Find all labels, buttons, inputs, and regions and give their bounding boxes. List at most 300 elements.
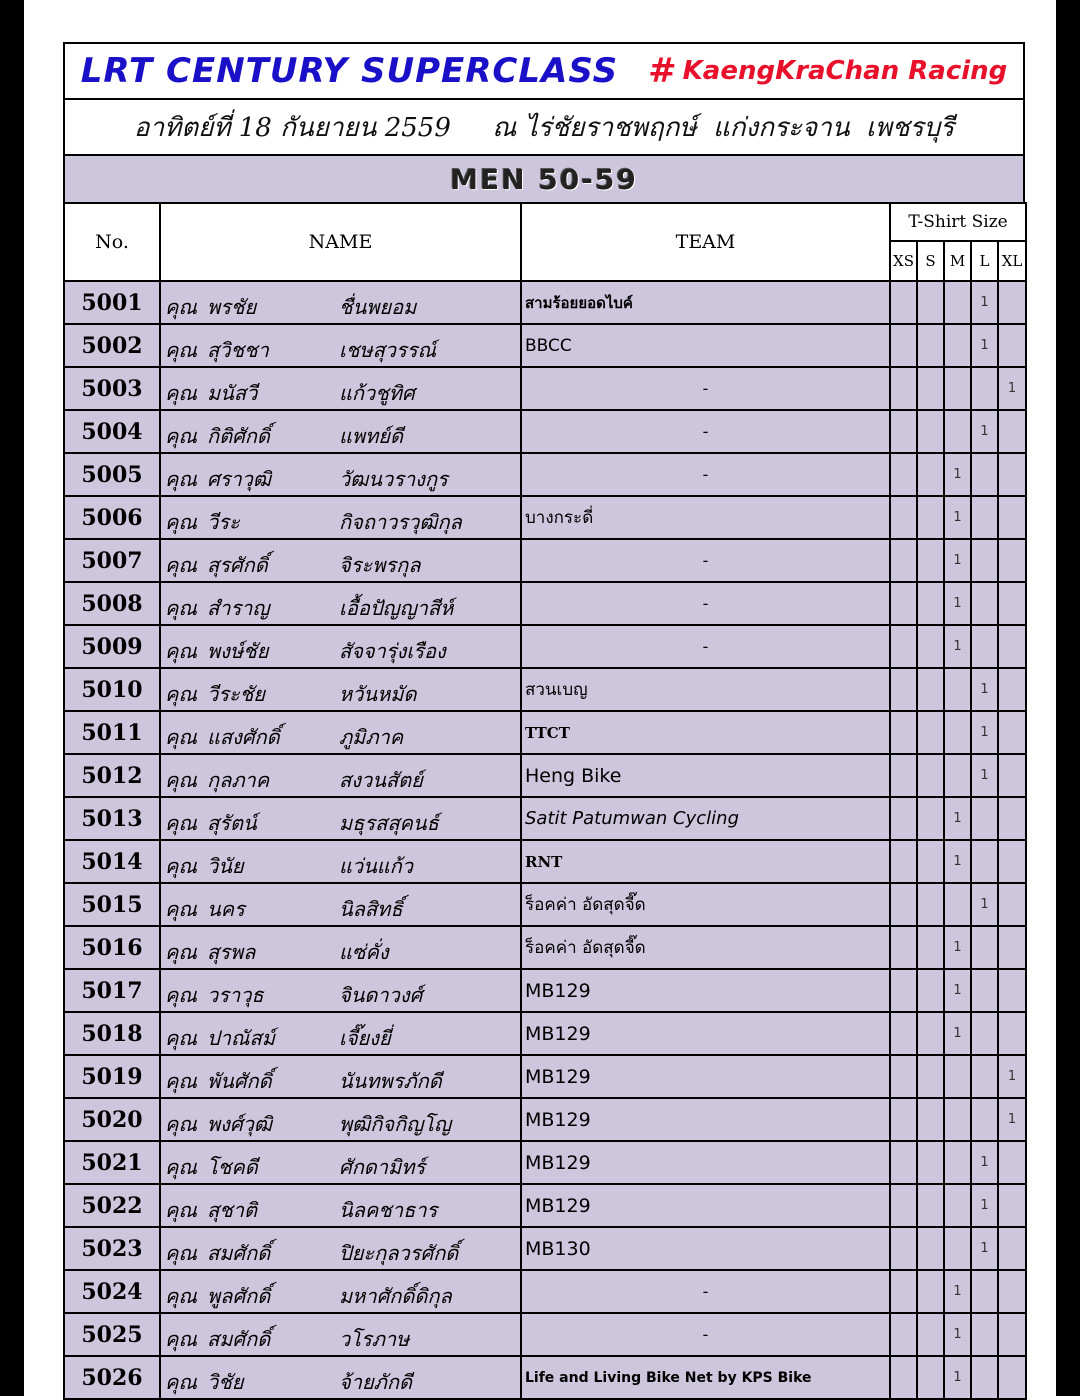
participant-name xyxy=(160,539,521,582)
name-prefix: คุณ xyxy=(165,682,197,706)
table-row xyxy=(64,668,1026,711)
size-cell-m xyxy=(944,883,971,926)
participant-number: 5012 xyxy=(64,754,160,797)
category-title: MEN 50-59 xyxy=(450,162,638,196)
size-cell-s xyxy=(917,453,944,496)
name-prefix: คุณ xyxy=(165,1327,197,1351)
first-name: วีระชัย xyxy=(207,682,266,706)
participant-name xyxy=(160,1270,521,1313)
size-cell-xs xyxy=(890,1141,917,1184)
table-row xyxy=(64,453,1026,496)
participant-rows xyxy=(64,281,1026,1399)
size-cell-s xyxy=(917,969,944,1012)
name-prefix: คุณ xyxy=(165,1284,197,1308)
size-cell-l xyxy=(971,1356,998,1399)
size-cell-m xyxy=(944,1184,971,1227)
size-cell-s xyxy=(917,496,944,539)
size-cell-l xyxy=(971,1055,998,1098)
first-name: พงศ์วุฒิ xyxy=(207,1112,272,1136)
size-cell-s xyxy=(917,1012,944,1055)
participant-name xyxy=(160,1313,521,1356)
size-cell-m: 1 xyxy=(944,1356,971,1399)
size-cell-xs xyxy=(890,1098,917,1141)
participant-team: Heng Bike xyxy=(521,754,890,797)
participant-team: MB129 xyxy=(521,1184,890,1227)
name-prefix: คุณ xyxy=(165,596,197,620)
size-cell-s xyxy=(917,668,944,711)
last-name: ภูมิภาค xyxy=(339,725,404,749)
size-cell-m xyxy=(944,711,971,754)
table-row xyxy=(64,582,1026,625)
name-prefix: คุณ xyxy=(165,725,197,749)
participant-name xyxy=(160,840,521,883)
participant-name xyxy=(160,1055,521,1098)
size-cell-xs xyxy=(890,1227,917,1270)
first-name: สุรพล xyxy=(207,940,256,964)
size-cell-xl xyxy=(998,926,1026,969)
col-header-no: No. xyxy=(64,203,160,281)
last-name: แก้วชูทิศ xyxy=(339,381,415,405)
name-prefix: คุณ xyxy=(165,510,197,534)
last-name: แว่นแก้ว xyxy=(339,854,414,878)
table-row xyxy=(64,281,1026,324)
size-cell-xs xyxy=(890,797,917,840)
first-name: โชคดี xyxy=(207,1155,258,1179)
participant-team: - xyxy=(521,367,890,410)
size-cell-s xyxy=(917,1141,944,1184)
size-cell-xs xyxy=(890,926,917,969)
size-cell-xl xyxy=(998,883,1026,926)
title-row xyxy=(63,42,1025,98)
last-name: ศักดามิทร์ xyxy=(339,1155,426,1179)
first-name: สุรัตน์ xyxy=(207,811,257,835)
size-cell-xs xyxy=(890,1055,917,1098)
size-cell-xl xyxy=(998,1012,1026,1055)
size-cell-xl xyxy=(998,1356,1026,1399)
name-prefix: คุณ xyxy=(165,467,197,491)
last-name: สัจจารุ่งเรือง xyxy=(339,639,446,663)
table-row xyxy=(64,1270,1026,1313)
participant-name xyxy=(160,883,521,926)
last-name: สงวนสัตย์ xyxy=(339,768,423,792)
name-prefix: คุณ xyxy=(165,811,197,835)
size-cell-s xyxy=(917,1270,944,1313)
size-cell-m xyxy=(944,668,971,711)
size-cell-xl xyxy=(998,1270,1026,1313)
size-cell-s xyxy=(917,711,944,754)
participant-number: 5008 xyxy=(64,582,160,625)
category-row xyxy=(63,154,1025,202)
last-name: เชษสุวรรณ์ xyxy=(339,338,437,362)
size-cell-s xyxy=(917,840,944,883)
size-cell-m xyxy=(944,1055,971,1098)
size-cell-xl xyxy=(998,754,1026,797)
col-header-tshirt-size: T-Shirt Size xyxy=(890,203,1026,241)
participant-number: 5009 xyxy=(64,625,160,668)
participant-team: บางกระดี่ xyxy=(521,496,890,539)
table-row xyxy=(64,1227,1026,1270)
size-cell-l: 1 xyxy=(971,883,998,926)
first-name: พงษ์ชัย xyxy=(207,639,269,663)
size-cell-xs xyxy=(890,840,917,883)
last-name: มธุรสสุคนธ์ xyxy=(339,811,439,835)
size-cell-xs xyxy=(890,281,917,324)
participant-team: RNT xyxy=(521,840,890,883)
participant-team: MB129 xyxy=(521,1055,890,1098)
table-row xyxy=(64,711,1026,754)
size-cell-s xyxy=(917,1055,944,1098)
size-cell-s xyxy=(917,625,944,668)
participant-team: - xyxy=(521,410,890,453)
size-cell-l xyxy=(971,453,998,496)
size-cell-xs xyxy=(890,711,917,754)
size-cell-m xyxy=(944,367,971,410)
first-name: สุวิชชา xyxy=(207,338,269,362)
participant-name xyxy=(160,668,521,711)
first-name: สุรศักดิ์ xyxy=(207,553,268,577)
name-prefix: คุณ xyxy=(165,295,197,319)
participant-number: 5020 xyxy=(64,1098,160,1141)
size-cell-m: 1 xyxy=(944,797,971,840)
size-cell-xs xyxy=(890,1012,917,1055)
table-row xyxy=(64,625,1026,668)
name-prefix: คุณ xyxy=(165,1069,197,1093)
table-row xyxy=(64,410,1026,453)
first-name: มนัสวี xyxy=(207,381,258,405)
participant-team: - xyxy=(521,582,890,625)
participant-team: - xyxy=(521,453,890,496)
table-row xyxy=(64,1012,1026,1055)
size-cell-xs xyxy=(890,324,917,367)
last-name: เจี๊ยงยี่ xyxy=(339,1026,391,1050)
participant-number: 5002 xyxy=(64,324,160,367)
event-title: LRT CENTURY SUPERCLASS xyxy=(80,51,619,91)
table-row xyxy=(64,883,1026,926)
participant-number: 5019 xyxy=(64,1055,160,1098)
col-header-size-s: S xyxy=(917,241,944,281)
participant-number: 5006 xyxy=(64,496,160,539)
col-header-name: NAME xyxy=(160,203,521,281)
table-row xyxy=(64,754,1026,797)
participant-number: 5023 xyxy=(64,1227,160,1270)
table-row xyxy=(64,1313,1026,1356)
participant-number: 5005 xyxy=(64,453,160,496)
size-cell-xl xyxy=(998,281,1026,324)
last-name: หวันหมัด xyxy=(339,682,417,706)
registration-sheet xyxy=(63,42,1025,1400)
participant-number: 5010 xyxy=(64,668,160,711)
name-prefix: คุณ xyxy=(165,1155,197,1179)
size-cell-xs xyxy=(890,539,917,582)
table-row xyxy=(64,1055,1026,1098)
size-cell-l: 1 xyxy=(971,410,998,453)
participant-name xyxy=(160,969,521,1012)
name-prefix: คุณ xyxy=(165,381,197,405)
name-prefix: คุณ xyxy=(165,1198,197,1222)
name-prefix: คุณ xyxy=(165,338,197,362)
first-name: พรชัย xyxy=(207,295,257,319)
size-cell-xs xyxy=(890,1270,917,1313)
name-prefix: คุณ xyxy=(165,1026,197,1050)
participant-name xyxy=(160,453,521,496)
size-cell-s xyxy=(917,539,944,582)
col-header-size-xl: XL xyxy=(998,241,1026,281)
first-name: พูลศักดิ์ xyxy=(207,1284,271,1308)
first-name: กุลภาค xyxy=(207,768,270,792)
col-header-team: TEAM xyxy=(521,203,890,281)
size-cell-s xyxy=(917,1184,944,1227)
col-header-size-m: M xyxy=(944,241,971,281)
participant-number: 5014 xyxy=(64,840,160,883)
first-name: สุชาติ xyxy=(207,1198,257,1222)
size-cell-l xyxy=(971,926,998,969)
name-prefix: คุณ xyxy=(165,553,197,577)
last-name: จ้ายภักดี xyxy=(339,1370,412,1394)
participant-name xyxy=(160,926,521,969)
size-cell-l: 1 xyxy=(971,324,998,367)
col-header-size-xs: XS xyxy=(890,241,917,281)
participant-team: Life and Living Bike Net by KPS Bike xyxy=(521,1356,890,1399)
last-name: พุฒิกิจกิญโญ xyxy=(339,1112,452,1136)
participant-number: 5017 xyxy=(64,969,160,1012)
first-name: วีระ xyxy=(207,510,240,534)
col-header-size-l: L xyxy=(971,241,998,281)
table-row xyxy=(64,496,1026,539)
size-cell-m: 1 xyxy=(944,926,971,969)
first-name: แสงศักดิ์ xyxy=(207,725,280,749)
participant-name xyxy=(160,797,521,840)
last-name: วัฒนวรางกูร xyxy=(339,467,448,491)
size-cell-xs xyxy=(890,410,917,453)
size-cell-xl xyxy=(998,668,1026,711)
first-name: สมศักดิ์ xyxy=(207,1327,271,1351)
participant-number: 5004 xyxy=(64,410,160,453)
size-cell-xl xyxy=(998,410,1026,453)
size-cell-l xyxy=(971,797,998,840)
table-row xyxy=(64,367,1026,410)
size-cell-l: 1 xyxy=(971,1227,998,1270)
participant-number: 5011 xyxy=(64,711,160,754)
size-cell-s xyxy=(917,1098,944,1141)
size-cell-l xyxy=(971,1098,998,1141)
participant-table xyxy=(63,202,1027,1400)
size-cell-xl xyxy=(998,453,1026,496)
size-cell-s xyxy=(917,926,944,969)
last-name: วโรภาษ xyxy=(339,1327,410,1351)
size-cell-s xyxy=(917,797,944,840)
left-border-bar xyxy=(0,0,24,1396)
name-prefix: คุณ xyxy=(165,940,197,964)
size-cell-l xyxy=(971,539,998,582)
participant-name xyxy=(160,281,521,324)
last-name: เอื้อปัญญาสีห์ xyxy=(339,596,454,620)
size-cell-xl xyxy=(998,840,1026,883)
size-cell-xl xyxy=(998,711,1026,754)
size-cell-xs xyxy=(890,969,917,1012)
size-cell-s xyxy=(917,1313,944,1356)
first-name: พันศักดิ์ xyxy=(207,1069,272,1093)
last-name: แซ่คั่ง xyxy=(339,940,389,964)
size-cell-l xyxy=(971,367,998,410)
size-cell-xl xyxy=(998,582,1026,625)
size-cell-m: 1 xyxy=(944,840,971,883)
participant-number: 5026 xyxy=(64,1356,160,1399)
size-cell-xl xyxy=(998,324,1026,367)
size-cell-l: 1 xyxy=(971,1141,998,1184)
first-name: นคร xyxy=(207,897,245,921)
participant-number: 5022 xyxy=(64,1184,160,1227)
size-cell-s xyxy=(917,883,944,926)
date-location-text: อาทิตย์ที่ 18 กันยายน 2559 ณ ไร่ชัยราชพฤกษ์ แก่งกระจาน เพชรบุรี xyxy=(133,112,955,143)
participant-number: 5001 xyxy=(64,281,160,324)
size-cell-m xyxy=(944,754,971,797)
size-cell-xs xyxy=(890,1184,917,1227)
size-cell-xl: 1 xyxy=(998,367,1026,410)
right-border-bar xyxy=(1056,0,1080,1396)
size-cell-l xyxy=(971,625,998,668)
participant-team: MB129 xyxy=(521,1012,890,1055)
size-cell-s xyxy=(917,324,944,367)
participant-name xyxy=(160,1227,521,1270)
size-cell-m xyxy=(944,324,971,367)
size-cell-s xyxy=(917,367,944,410)
participant-name xyxy=(160,496,521,539)
first-name: กิติศักดิ์ xyxy=(207,424,270,448)
participant-team: สามร้อยยอดไบค์ xyxy=(521,281,890,324)
size-cell-m: 1 xyxy=(944,1270,971,1313)
table-row xyxy=(64,969,1026,1012)
size-cell-l xyxy=(971,582,998,625)
participant-team: MB129 xyxy=(521,1141,890,1184)
participant-number: 5015 xyxy=(64,883,160,926)
participant-team: - xyxy=(521,539,890,582)
size-cell-s xyxy=(917,582,944,625)
size-cell-s xyxy=(917,410,944,453)
size-cell-l xyxy=(971,1270,998,1313)
table-row xyxy=(64,1141,1026,1184)
size-cell-l: 1 xyxy=(971,668,998,711)
size-cell-xl xyxy=(998,797,1026,840)
participant-team: ร็อคค่า อัดสุดจี๊ด xyxy=(521,883,890,926)
last-name: นิลสิทธิ์ xyxy=(339,897,403,921)
size-cell-xl xyxy=(998,625,1026,668)
size-cell-l xyxy=(971,969,998,1012)
size-cell-l: 1 xyxy=(971,711,998,754)
table-row xyxy=(64,1184,1026,1227)
size-cell-m: 1 xyxy=(944,1313,971,1356)
first-name: ปาณัสม์ xyxy=(207,1026,275,1050)
size-cell-m xyxy=(944,281,971,324)
size-cell-xs xyxy=(890,625,917,668)
size-cell-xs xyxy=(890,367,917,410)
size-cell-m: 1 xyxy=(944,582,971,625)
participant-team: - xyxy=(521,1313,890,1356)
name-prefix: คุณ xyxy=(165,768,197,792)
size-cell-xs xyxy=(890,582,917,625)
participant-team: ร็อคค่า อัดสุดจี๊ด xyxy=(521,926,890,969)
size-cell-xs xyxy=(890,496,917,539)
last-name: ปิยะกุลวรศักดิ์ xyxy=(339,1241,459,1265)
table-row xyxy=(64,840,1026,883)
first-name: สมศักดิ์ xyxy=(207,1241,271,1265)
name-prefix: คุณ xyxy=(165,1241,197,1265)
name-prefix: คุณ xyxy=(165,639,197,663)
size-cell-l: 1 xyxy=(971,281,998,324)
participant-number: 5024 xyxy=(64,1270,160,1313)
size-cell-xl: 1 xyxy=(998,1055,1026,1098)
size-cell-xl xyxy=(998,969,1026,1012)
size-cell-m xyxy=(944,1098,971,1141)
name-prefix: คุณ xyxy=(165,983,197,1007)
participant-team: TTCT xyxy=(521,711,890,754)
participant-number: 5003 xyxy=(64,367,160,410)
participant-team: BBCC xyxy=(521,324,890,367)
event-hashtag: KaengKraChan Racing xyxy=(682,56,1008,86)
size-cell-l xyxy=(971,496,998,539)
participant-name xyxy=(160,1184,521,1227)
size-cell-m: 1 xyxy=(944,625,971,668)
size-cell-xs xyxy=(890,453,917,496)
participant-name xyxy=(160,1356,521,1399)
table-row xyxy=(64,324,1026,367)
last-name: แพทย์ดี xyxy=(339,424,403,448)
name-prefix: คุณ xyxy=(165,897,197,921)
participant-name xyxy=(160,754,521,797)
size-cell-xl xyxy=(998,1313,1026,1356)
participant-number: 5018 xyxy=(64,1012,160,1055)
participant-team: MB130 xyxy=(521,1227,890,1270)
first-name: วิชัย xyxy=(207,1370,244,1394)
hashtag-symbol: # xyxy=(648,51,677,91)
participant-team: MB129 xyxy=(521,969,890,1012)
participant-team: สวนเบญ xyxy=(521,668,890,711)
size-cell-l xyxy=(971,840,998,883)
participant-number: 5013 xyxy=(64,797,160,840)
size-cell-l: 1 xyxy=(971,754,998,797)
participant-team: Satit Patumwan Cycling xyxy=(521,797,890,840)
size-cell-m: 1 xyxy=(944,496,971,539)
table-row xyxy=(64,926,1026,969)
last-name: นิลคชาธาร xyxy=(339,1198,438,1222)
participant-name xyxy=(160,410,521,453)
participant-name xyxy=(160,1141,521,1184)
table-row xyxy=(64,797,1026,840)
last-name: ชื่นพยอม xyxy=(339,295,417,319)
name-prefix: คุณ xyxy=(165,1370,197,1394)
table-row xyxy=(64,539,1026,582)
participant-number: 5021 xyxy=(64,1141,160,1184)
participant-name xyxy=(160,367,521,410)
first-name: สำราญ xyxy=(207,596,270,620)
size-cell-xs xyxy=(890,1356,917,1399)
size-cell-xl xyxy=(998,1227,1026,1270)
size-cell-xl xyxy=(998,539,1026,582)
table-row xyxy=(64,1356,1026,1399)
size-cell-m: 1 xyxy=(944,539,971,582)
size-cell-xs xyxy=(890,883,917,926)
size-cell-s xyxy=(917,281,944,324)
first-name: วราวุธ xyxy=(207,983,264,1007)
size-cell-s xyxy=(917,1227,944,1270)
name-prefix: คุณ xyxy=(165,424,197,448)
size-cell-l xyxy=(971,1313,998,1356)
size-cell-xl xyxy=(998,1184,1026,1227)
size-cell-l: 1 xyxy=(971,1184,998,1227)
size-cell-m: 1 xyxy=(944,969,971,1012)
participant-team: - xyxy=(521,1270,890,1313)
last-name: กิจถาวรวุฒิกุล xyxy=(339,510,462,534)
participant-name xyxy=(160,1098,521,1141)
